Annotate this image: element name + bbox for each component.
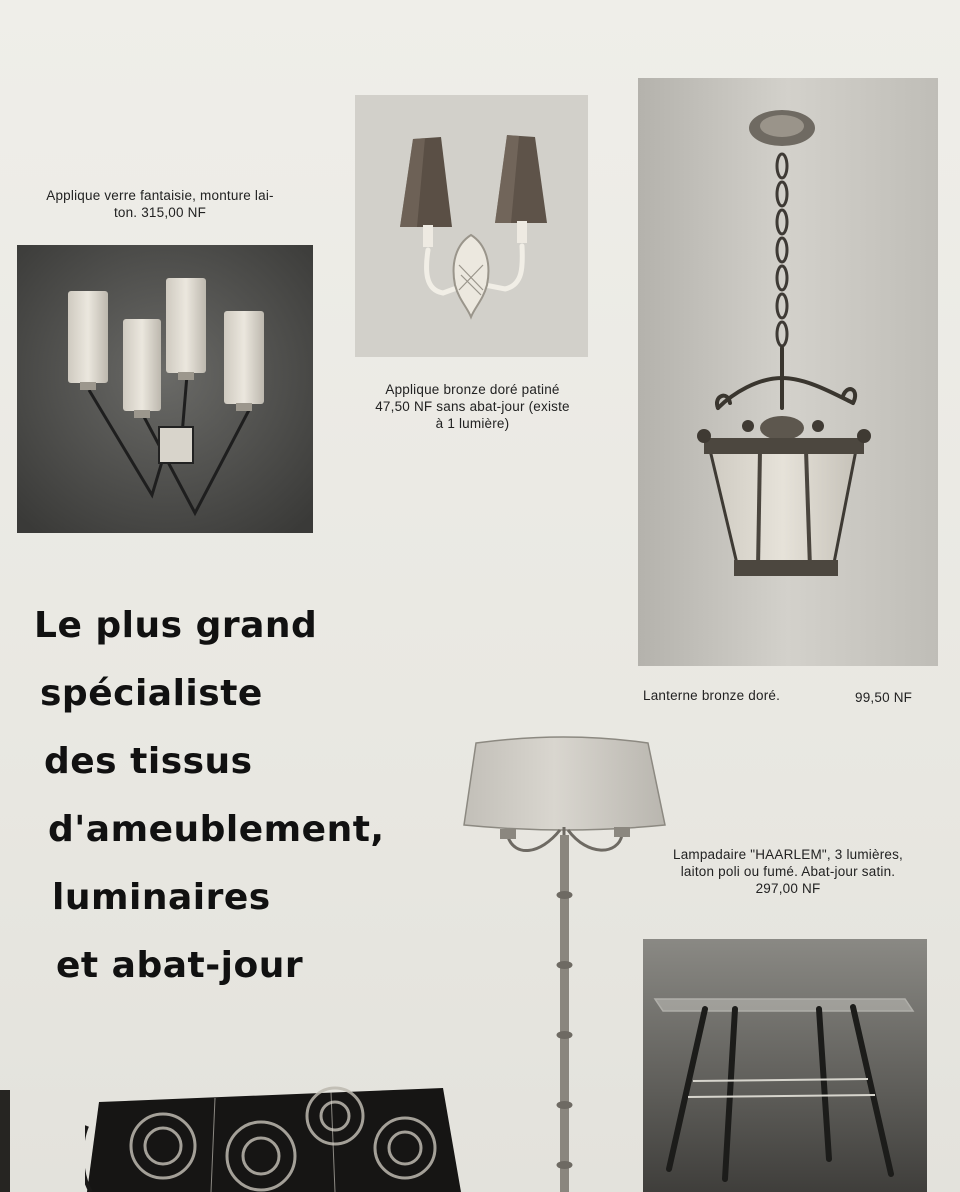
photo-table [643,939,927,1192]
photo-applique-bronze [355,95,588,357]
photo-applique-verre [17,245,313,533]
headline [34,592,385,1000]
headline-line: spécialiste [40,673,263,714]
caption-lanterne-price: 99,50 NF [855,690,913,705]
headline-line: luminaires [52,877,271,918]
caption-lanterne: Lanterne bronze doré. [643,688,781,703]
page-edge-shadow [0,1090,10,1192]
caption-lampadaire: Lampadaire "HAARLEM", 3 lumières, laiton poli ou fumé. Abat-jour satin. 297,00 NF [672,847,904,896]
headline-line: et abat-jour [56,945,304,986]
photo-lanterne [638,78,938,666]
headline-line: d'ameublement, [48,809,385,850]
headline-line: des tissus [44,741,253,782]
caption-applique-verre: Applique verre fantaisie, monture lai- ton. 315,00 NF [46,188,274,220]
headline-line: Le plus grand [34,605,318,646]
photo-lampadaire [460,735,670,1192]
caption-applique-bronze: Applique bronze doré patiné 47,50 NF sans abat-jour (existe à 1 lumière) [375,382,570,431]
photo-table-ceramique [85,1086,465,1192]
